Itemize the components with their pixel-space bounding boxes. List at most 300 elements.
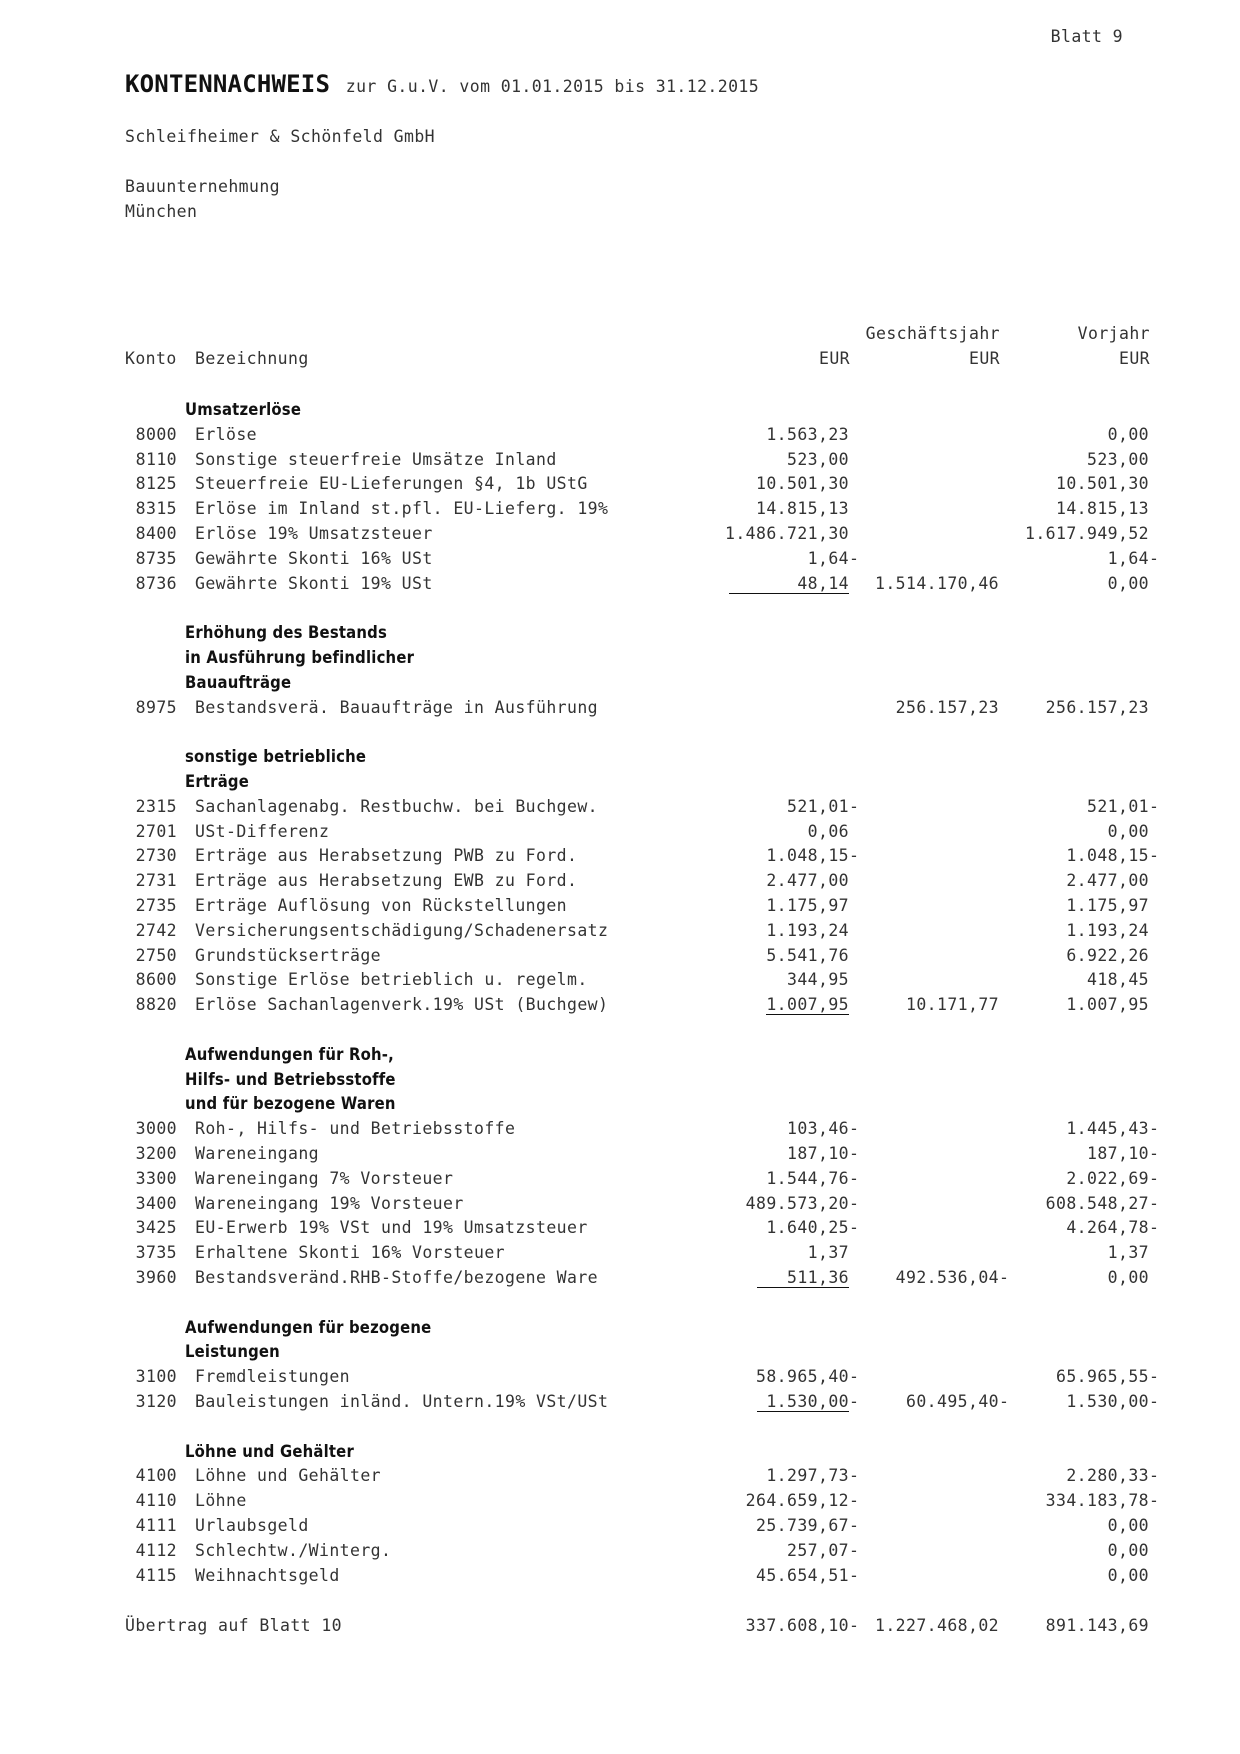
table-row	[0, 1491, 1240, 1516]
section-heading-text: Hilfs- und Betriebsstoffe	[185, 1070, 396, 1089]
total-cell	[906, 995, 1008, 1014]
table-row	[0, 1268, 1240, 1293]
account-number: 8736	[135, 574, 177, 593]
prior-year-value: 0,00	[1107, 1541, 1149, 1560]
total-cell	[999, 1119, 1008, 1138]
amount-sign: -	[849, 1218, 860, 1237]
amount-cell	[808, 1243, 858, 1262]
prior-year-cell	[1066, 871, 1158, 890]
amount-sign: -	[849, 1119, 860, 1138]
amount-value: 1.007,95	[766, 995, 849, 1014]
amount-sign: -	[849, 549, 860, 568]
prior-year-cell	[1066, 995, 1158, 1014]
prior-year-sign: -	[1149, 1491, 1160, 1510]
table-row	[0, 896, 1240, 921]
prior-year-value: 1,64	[1107, 549, 1149, 568]
section-heading-text: Erträge	[185, 772, 250, 791]
prior-year-cell	[1108, 549, 1158, 568]
account-number: 8110	[135, 450, 177, 469]
section-heading-text: und für bezogene Waren	[185, 1094, 396, 1113]
amount-value: 2.477,00	[766, 871, 849, 890]
section-heading	[0, 1442, 1240, 1467]
account-description: Erlöse im Inland st.pfl. EU-Lieferg. 19%	[195, 499, 609, 518]
prior-year-value: 608.548,27	[1045, 1194, 1149, 1213]
account-description: Bestandsveränd.RHB-Stoffe/bezogene Ware	[195, 1268, 599, 1287]
table-row	[0, 1119, 1240, 1144]
account-number: 4112	[135, 1541, 177, 1560]
account-description: Wareneingang 19% Vorsteuer	[195, 1194, 464, 1213]
prior-year-sign: -	[1149, 797, 1160, 816]
prior-year-sign: -	[1149, 1169, 1160, 1188]
amount-cell	[746, 1491, 858, 1510]
amount-cell	[746, 1194, 858, 1213]
table-row	[0, 698, 1240, 723]
prior-year-cell	[1046, 1194, 1158, 1213]
table-row	[0, 871, 1240, 896]
amount-value: 48,14	[729, 574, 849, 594]
prior-year-sign: -	[1149, 846, 1160, 865]
section-heading	[0, 747, 1240, 772]
section-heading	[0, 1342, 1240, 1367]
amount-value: 489.573,20	[745, 1194, 849, 1213]
total-cell	[999, 1566, 1008, 1585]
header-eur-total: EUR	[968, 349, 1000, 368]
section-heading-text: Erhöhung des Bestands	[185, 623, 388, 642]
amount-cell	[787, 1119, 858, 1138]
total-cell	[999, 524, 1008, 543]
carry-forward-prior: 891.143,69	[1045, 1616, 1149, 1635]
account-description: Wareneingang	[195, 1144, 320, 1163]
header-konto: Konto	[125, 349, 177, 368]
total-cell	[999, 499, 1008, 518]
amount-cell	[756, 1516, 858, 1535]
amount-value: 5.541,76	[766, 946, 849, 965]
prior-year-value: 14.815,13	[1055, 499, 1149, 518]
account-number: 3400	[135, 1194, 177, 1213]
section-heading-text: Umsatzerlöse	[185, 400, 302, 419]
account-number: 3300	[135, 1169, 177, 1188]
prior-year-cell	[1066, 1218, 1158, 1237]
amount-value: 1.175,97	[766, 896, 849, 915]
company-city: München	[125, 202, 198, 221]
prior-year-value: 0,00	[1107, 822, 1149, 841]
prior-year-cell	[1108, 822, 1158, 841]
table-row	[0, 1194, 1240, 1219]
prior-year-sign: -	[1149, 1119, 1160, 1138]
total-cell	[999, 1243, 1008, 1262]
table-row	[0, 1243, 1240, 1268]
account-number: 8735	[135, 549, 177, 568]
amount-value: 521,01	[786, 797, 849, 816]
account-number: 4110	[135, 1491, 177, 1510]
prior-year-cell	[1108, 1243, 1158, 1262]
prior-year-cell	[1108, 1268, 1158, 1287]
account-number: 3120	[135, 1392, 177, 1411]
table-row	[0, 995, 1240, 1020]
section-heading	[0, 1094, 1240, 1119]
amount-cell	[808, 822, 858, 841]
total-cell	[999, 1541, 1008, 1560]
account-description: Bestandsverä. Bauaufträge in Ausführung	[195, 698, 599, 717]
column-header-row-2	[0, 349, 1240, 374]
amount-cell	[756, 474, 858, 493]
account-number: 2701	[135, 822, 177, 841]
prior-year-cell	[1046, 698, 1158, 717]
amount-value: 1.640,25	[766, 1218, 849, 1237]
prior-year-sign: -	[1149, 1144, 1160, 1163]
prior-year-value: 4.264,78	[1066, 1218, 1149, 1237]
account-number: 4115	[135, 1566, 177, 1585]
header-eur-amount: EUR	[818, 349, 850, 368]
section-heading	[0, 400, 1240, 425]
amount-value: 1,64	[807, 549, 849, 568]
prior-year-value: 0,00	[1107, 574, 1149, 593]
amount-cell	[756, 1566, 858, 1585]
prior-year-cell	[1066, 1466, 1158, 1485]
amount-sign: -	[849, 1541, 860, 1560]
account-number: 2750	[135, 946, 177, 965]
account-description: Sachanlagenabg. Restbuchw. bei Buchgew.	[195, 797, 599, 816]
amount-value: 25.739,67	[755, 1516, 849, 1535]
table-row	[0, 450, 1240, 475]
table-row	[0, 970, 1240, 995]
prior-year-cell	[1066, 946, 1158, 965]
account-description: Versicherungsentschädigung/Schadenersatz	[195, 921, 609, 940]
total-cell	[906, 1392, 1008, 1411]
section-heading-text: Löhne und Gehälter	[185, 1442, 354, 1461]
amount-cell	[766, 871, 858, 890]
total-cell	[999, 450, 1008, 469]
amount-cell	[787, 1144, 858, 1163]
total-cell	[999, 1169, 1008, 1188]
prior-year-value: 1.617.949,52	[1024, 524, 1149, 543]
prior-year-value: 1.175,97	[1066, 896, 1149, 915]
prior-year-cell	[1066, 1119, 1158, 1138]
table-row	[0, 1466, 1240, 1491]
prior-year-value: 256.157,23	[1045, 698, 1149, 717]
amount-cell	[729, 574, 858, 594]
amount-cell	[766, 1169, 858, 1188]
prior-year-value: 2.022,69	[1066, 1169, 1149, 1188]
total-cell	[999, 1194, 1008, 1213]
amount-value: 1.544,76	[766, 1169, 849, 1188]
total-value: 256.157,23	[895, 698, 999, 717]
prior-year-value: 521,01	[1086, 797, 1149, 816]
total-sign: -	[999, 1268, 1010, 1287]
account-description: Urlaubsgeld	[195, 1516, 309, 1535]
prior-year-value: 2.477,00	[1066, 871, 1149, 890]
prior-year-cell	[1056, 474, 1158, 493]
prior-year-sign: -	[1149, 1194, 1160, 1213]
amount-value: 1.048,15	[766, 846, 849, 865]
table-row	[0, 474, 1240, 499]
total-cell	[999, 896, 1008, 915]
amount-cell	[766, 846, 858, 865]
prior-year-value: 1.007,95	[1066, 995, 1149, 1014]
total-cell	[875, 574, 1008, 593]
total-cell	[999, 1491, 1008, 1510]
total-cell	[999, 1218, 1008, 1237]
prior-year-cell	[1108, 1516, 1158, 1535]
account-number: 8975	[135, 698, 177, 717]
amount-value: 264.659,12	[745, 1491, 849, 1510]
account-number: 3960	[135, 1268, 177, 1287]
amount-value: 103,46	[786, 1119, 849, 1138]
document-title	[125, 70, 759, 98]
prior-year-cell	[1108, 1541, 1158, 1560]
amount-cell	[766, 425, 858, 444]
total-cell	[999, 1144, 1008, 1163]
amount-sign: -	[849, 1566, 860, 1585]
carry-forward-total: 1.227.468,02	[874, 1616, 999, 1635]
prior-year-value: 0,00	[1107, 1268, 1149, 1287]
amount-sign: -	[849, 1466, 860, 1485]
amount-value: 10.501,30	[755, 474, 849, 493]
prior-year-value: 418,45	[1086, 970, 1149, 989]
account-description: Weihnachtsgeld	[195, 1566, 340, 1585]
account-number: 4111	[135, 1516, 177, 1535]
prior-year-value: 523,00	[1086, 450, 1149, 469]
section-heading	[0, 648, 1240, 673]
prior-year-sign: -	[1149, 1218, 1160, 1237]
section-heading	[0, 623, 1240, 648]
amount-sign: -	[849, 1392, 860, 1411]
total-cell	[999, 1367, 1008, 1386]
amount-value: 45.654,51	[755, 1566, 849, 1585]
prior-year-cell	[1087, 450, 1158, 469]
amount-sign: -	[849, 1367, 860, 1386]
amount-sign: -	[849, 1144, 860, 1163]
account-description: Bauleistungen inländ. Untern.19% VSt/USt	[195, 1392, 609, 1411]
prior-year-value: 0,00	[1107, 1566, 1149, 1585]
amount-cell	[787, 1541, 858, 1560]
account-number: 8315	[135, 499, 177, 518]
amount-value: 257,07	[786, 1541, 849, 1560]
table-row	[0, 425, 1240, 450]
account-description: Schlechtw./Winterg.	[195, 1541, 392, 1560]
section-heading	[0, 772, 1240, 797]
account-number: 2731	[135, 871, 177, 890]
prior-year-value: 1.048,15	[1066, 846, 1149, 865]
amount-value: 1.530,00	[757, 1392, 849, 1412]
total-cell	[999, 474, 1008, 493]
total-sign: -	[999, 1392, 1010, 1411]
total-value: 492.536,04	[895, 1268, 999, 1287]
total-cell	[999, 1466, 1008, 1485]
header-bezeichnung: Bezeichnung	[195, 349, 309, 368]
total-cell	[999, 822, 1008, 841]
account-number: 8000	[135, 425, 177, 444]
total-cell	[999, 425, 1008, 444]
title-period: zur G.u.V. vom 01.01.2015 bis 31.12.2015	[345, 77, 760, 96]
amount-cell	[725, 524, 858, 543]
section-heading	[0, 1070, 1240, 1095]
account-description: Gewährte Skonti 19% USt	[195, 574, 433, 593]
account-description: Steuerfreie EU-Lieferungen §4, 1b UStG	[195, 474, 588, 493]
amount-sign: -	[849, 846, 860, 865]
account-number: 2730	[135, 846, 177, 865]
account-description: Löhne und Gehälter	[195, 1466, 382, 1485]
prior-year-cell	[1108, 1566, 1158, 1585]
header-vorjahr: Vorjahr	[1077, 324, 1150, 343]
account-description: Wareneingang 7% Vorsteuer	[195, 1169, 454, 1188]
amount-value: 1.486.721,30	[724, 524, 849, 543]
amount-sign: -	[849, 1491, 860, 1510]
account-description: Grundstückserträge	[195, 946, 382, 965]
column-header-row-1	[0, 324, 1240, 349]
table-row	[0, 822, 1240, 847]
amount-sign: -	[849, 1194, 860, 1213]
account-description: Erhaltene Skonti 16% Vorsteuer	[195, 1243, 506, 1262]
amount-value: 1,37	[807, 1243, 849, 1262]
section-heading	[0, 1045, 1240, 1070]
amount-cell	[787, 797, 858, 816]
amount-cell	[849, 698, 858, 717]
sheet-number: Blatt 9	[1050, 27, 1123, 46]
account-description: Löhne	[195, 1491, 247, 1510]
amount-value: 0,06	[807, 822, 849, 841]
section-heading-text: Aufwendungen für Roh-,	[185, 1045, 394, 1064]
amount-value: 1.193,24	[766, 921, 849, 940]
table-row	[0, 846, 1240, 871]
account-number: 3425	[135, 1218, 177, 1237]
prior-year-sign: -	[1149, 549, 1160, 568]
total-cell	[999, 970, 1008, 989]
section-heading-text: in Ausführung befindlicher	[185, 648, 415, 667]
account-number: 3100	[135, 1367, 177, 1386]
total-value: 1.514.170,46	[874, 574, 999, 593]
prior-year-sign: -	[1149, 1367, 1160, 1386]
total-cell	[896, 1268, 1008, 1287]
account-number: 2735	[135, 896, 177, 915]
prior-year-cell	[1108, 574, 1158, 593]
table-row	[0, 921, 1240, 946]
amount-value: 523,00	[786, 450, 849, 469]
prior-year-value: 0,00	[1107, 1516, 1149, 1535]
prior-year-value: 6.922,26	[1066, 946, 1149, 965]
account-description: Fremdleistungen	[195, 1367, 351, 1386]
total-value: 60.495,40	[905, 1392, 999, 1411]
account-description: Erlöse	[195, 425, 258, 444]
account-description: Erlöse Sachanlagenverk.19% USt (Buchgew)	[195, 995, 609, 1014]
account-number: 2742	[135, 921, 177, 940]
amount-sign: -	[849, 797, 860, 816]
carry-forward-label: Übertrag auf Blatt 10	[125, 1616, 343, 1635]
table-row	[0, 1218, 1240, 1243]
section-heading	[0, 1318, 1240, 1343]
account-number: 8125	[135, 474, 177, 493]
amount-cell	[766, 1466, 858, 1485]
amount-cell	[757, 1392, 858, 1412]
prior-year-value: 2.280,33	[1066, 1466, 1149, 1485]
account-description: EU-Erwerb 19% VSt und 19% Umsatzsteuer	[195, 1218, 588, 1237]
carry-forward-row	[0, 1616, 1240, 1641]
prior-year-cell	[1025, 524, 1158, 543]
prior-year-value: 1.445,43	[1066, 1119, 1149, 1138]
prior-year-value: 0,00	[1107, 425, 1149, 444]
account-description: Gewährte Skonti 16% USt	[195, 549, 433, 568]
section-heading-text: Aufwendungen für bezogene	[185, 1318, 432, 1337]
total-cell	[999, 921, 1008, 940]
amount-value: 344,95	[786, 970, 849, 989]
account-description: Sonstige Erlöse betrieblich u. regelm.	[195, 970, 588, 989]
prior-year-sign: -	[1149, 1466, 1160, 1485]
total-cell	[999, 1516, 1008, 1535]
amount-cell	[756, 1367, 858, 1386]
company-branch: Bauunternehmung	[125, 177, 281, 196]
account-number: 8400	[135, 524, 177, 543]
account-number: 3735	[135, 1243, 177, 1262]
total-value: 10.171,77	[905, 995, 999, 1014]
table-row	[0, 1367, 1240, 1392]
prior-year-cell	[1087, 797, 1158, 816]
account-description: Erträge Auflösung von Rückstellungen	[195, 896, 568, 915]
amount-value: 511,36	[757, 1268, 849, 1288]
prior-year-value: 1,37	[1107, 1243, 1149, 1262]
amount-cell	[766, 1218, 858, 1237]
account-number: 4100	[135, 1466, 177, 1485]
account-description: Erlöse 19% Umsatzsteuer	[195, 524, 433, 543]
section-heading-text: sonstige betriebliche	[185, 747, 367, 766]
prior-year-cell	[1056, 499, 1158, 518]
amount-cell	[766, 995, 858, 1014]
amount-value: 1.297,73	[766, 1466, 849, 1485]
account-description: Sonstige steuerfreie Umsätze Inland	[195, 450, 557, 469]
table-row	[0, 499, 1240, 524]
amount-sign: -	[849, 1169, 860, 1188]
prior-year-sign: -	[1149, 1392, 1160, 1411]
amount-cell	[766, 921, 858, 940]
prior-year-cell	[1087, 1144, 1158, 1163]
table-row	[0, 574, 1240, 599]
section-heading	[0, 673, 1240, 698]
total-cell	[999, 549, 1008, 568]
account-description: Erträge aus Herabsetzung EWB zu Ford.	[195, 871, 578, 890]
account-description: Roh-, Hilfs- und Betriebsstoffe	[195, 1119, 516, 1138]
amount-value: 1.563,23	[766, 425, 849, 444]
account-number: 3000	[135, 1119, 177, 1138]
prior-year-value: 334.183,78	[1045, 1491, 1149, 1510]
total-cell	[999, 871, 1008, 890]
prior-year-cell	[1066, 896, 1158, 915]
total-cell	[999, 846, 1008, 865]
table-row	[0, 524, 1240, 549]
amount-sign: -	[849, 1516, 860, 1535]
amount-cell	[808, 549, 858, 568]
table-row	[0, 946, 1240, 971]
amount-cell	[757, 1268, 858, 1288]
prior-year-value: 10.501,30	[1055, 474, 1149, 493]
prior-year-value: 1.193,24	[1066, 921, 1149, 940]
header-geschaeftsjahr: Geschäftsjahr	[865, 324, 1000, 343]
prior-year-cell	[1066, 1169, 1158, 1188]
prior-year-value: 65.965,55	[1055, 1367, 1149, 1386]
table-row	[0, 797, 1240, 822]
amount-cell	[766, 946, 858, 965]
account-description: Erträge aus Herabsetzung PWB zu Ford.	[195, 846, 578, 865]
table-row	[0, 1169, 1240, 1194]
total-cell	[999, 946, 1008, 965]
table-row	[0, 1516, 1240, 1541]
section-heading-text: Bauaufträge	[185, 673, 292, 692]
prior-year-cell	[1066, 921, 1158, 940]
total-cell	[999, 797, 1008, 816]
table-row	[0, 1144, 1240, 1169]
amount-cell	[787, 450, 858, 469]
table-row	[0, 1541, 1240, 1566]
table-row	[0, 1566, 1240, 1591]
total-cell	[896, 698, 1008, 717]
